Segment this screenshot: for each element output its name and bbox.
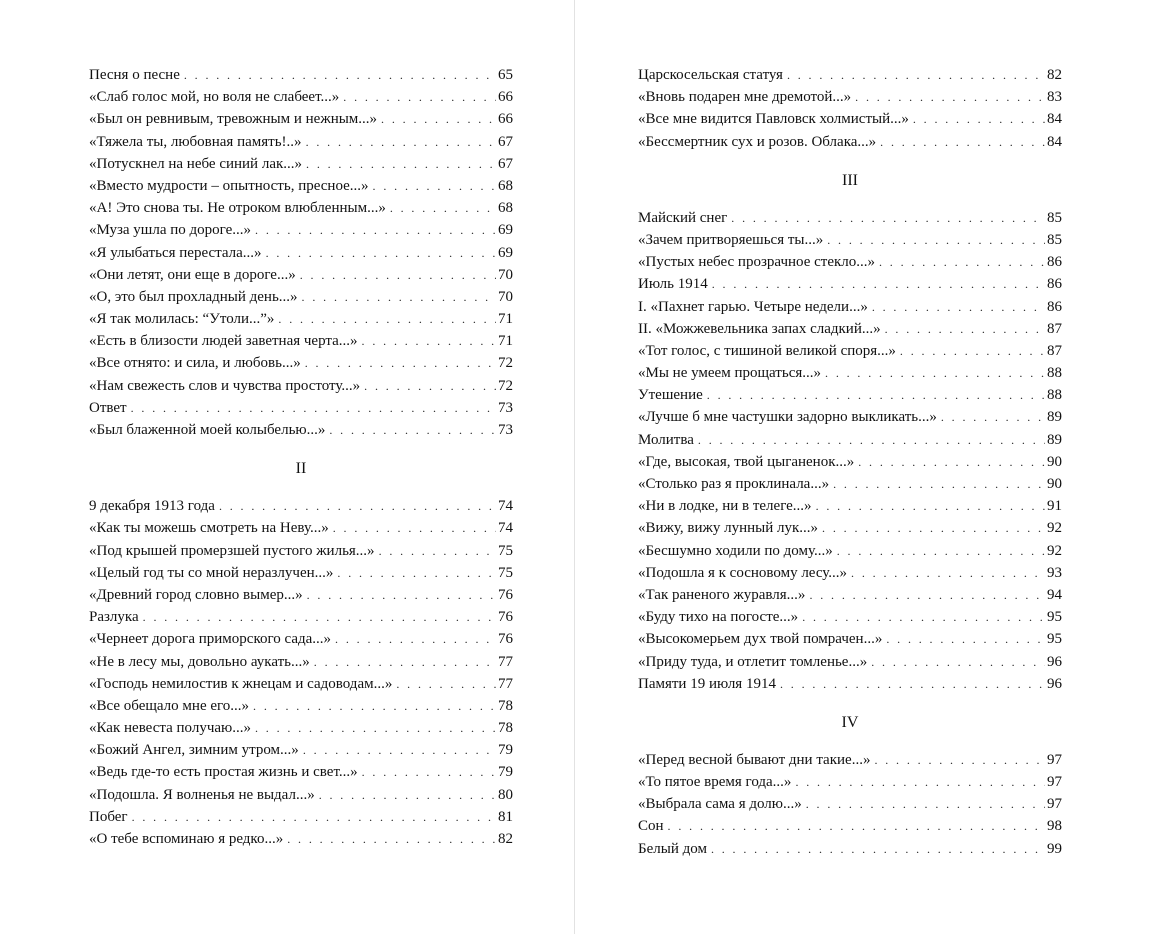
dot-leader (872, 296, 1045, 318)
toc-entry-title: «Все мне видится Павловск холмистый...» (638, 111, 909, 128)
toc-entry (638, 86, 1062, 108)
toc-entry (89, 308, 513, 330)
section-heading-ii: II (295, 460, 307, 478)
toc-entry (638, 384, 1062, 406)
toc-entry-title: «Ни в лодке, ни в телеге...» (638, 498, 812, 515)
toc-entry-page-number: 78 (498, 697, 513, 714)
toc-entry (638, 606, 1062, 628)
toc-entry-page-number: 70 (498, 288, 513, 305)
toc-entry (638, 838, 1062, 860)
dot-leader (333, 517, 496, 539)
section-heading-iii: III (842, 171, 858, 189)
toc-entry-title: «Нам свежесть слов и чувства простоту...» (89, 377, 361, 394)
toc-entry-page-number: 77 (498, 675, 513, 692)
toc-entry-title: «Так раненого журавля...» (638, 586, 806, 603)
toc-section-iii (638, 207, 1062, 695)
toc-entry (638, 517, 1062, 539)
toc-entry-title: «Они летят, они еще в дороге...» (89, 266, 296, 283)
toc-entry-page-number: 87 (1047, 320, 1062, 337)
toc-entry (638, 815, 1062, 837)
toc-entry-page-number: 99 (1047, 840, 1062, 857)
toc-entry-page-number: 82 (498, 831, 513, 847)
dot-leader (833, 473, 1045, 495)
toc-entry (638, 251, 1062, 273)
toc-entry (89, 352, 513, 374)
toc-entry-page-number: 95 (1047, 631, 1062, 648)
toc-entry-page-number: 76 (498, 631, 513, 648)
toc-entry (638, 406, 1062, 428)
toc-entry (638, 628, 1062, 650)
toc-entry-page-number: 67 (498, 133, 513, 150)
toc-entry (89, 495, 513, 517)
toc-entry-title: Песня о песне (89, 67, 180, 83)
toc-entry-title: Разлука (89, 609, 139, 626)
toc-entry-page-number: 97 (1047, 796, 1062, 813)
toc-entry-title: Побег (89, 808, 128, 825)
toc-entry-title: Утешение (638, 387, 703, 404)
toc-entry-title: Белый дом (638, 840, 707, 857)
toc-section-ii-continued (638, 64, 1062, 153)
toc-entry (638, 749, 1062, 771)
dot-leader (822, 517, 1045, 539)
toc-entry (638, 540, 1062, 562)
toc-entry-title: «Подошла. Я волненья не выдал...» (89, 786, 315, 803)
toc-entry-title: «Все отнято: и сила, и любовь...» (89, 355, 301, 372)
toc-entry-title: Памяти 19 июля 1914 (638, 675, 776, 692)
toc-entry (638, 429, 1062, 451)
toc-entry-page-number: 92 (1047, 520, 1062, 537)
toc-entry-page-number: 93 (1047, 564, 1062, 581)
toc-entry (89, 330, 513, 352)
dot-leader (880, 131, 1045, 153)
toc-entry (638, 108, 1062, 130)
dot-leader (390, 197, 496, 219)
dot-leader (707, 384, 1045, 406)
toc-entry-title: I. «Пахнет гарью. Четыре недели...» (638, 298, 868, 315)
toc-entry-title: Царскосельская статуя (638, 67, 783, 83)
toc-entry-title: Майский снег (638, 209, 728, 226)
toc-entry-page-number: 82 (1047, 67, 1062, 83)
toc-entry-page-number: 86 (1047, 298, 1062, 315)
toc-entry-page-number: 72 (498, 377, 513, 394)
toc-entry-title: «Столько раз я проклинала...» (638, 476, 830, 492)
dot-leader (885, 318, 1045, 340)
toc-entry-title: «Мы не умеем прощаться...» (638, 365, 822, 382)
dot-leader (219, 495, 496, 517)
toc-entry-title: II. «Можжевельника запах сладкий...» (638, 320, 881, 337)
dot-leader (335, 628, 496, 650)
toc-entry-page-number: 96 (1047, 675, 1062, 692)
dot-leader (851, 562, 1045, 584)
dot-leader (307, 584, 496, 606)
dot-leader (795, 771, 1045, 793)
toc-entry-title: «Как ты можешь смотреть на Неву...» (89, 520, 329, 537)
toc-entry-page-number: 94 (1047, 586, 1062, 603)
right-page (576, 0, 1154, 934)
toc-entry-title: «Божий Ангел, зимним утром...» (89, 742, 299, 759)
toc-entry (89, 197, 513, 219)
toc-entry-title: «Вижу, вижу лунный лук...» (638, 520, 819, 537)
dot-leader (806, 793, 1045, 815)
toc-entry (638, 473, 1062, 495)
toc-entry-title: «Господь немилостив к жнецам и садоводам...» (89, 675, 393, 692)
toc-section-ii (89, 495, 513, 850)
toc-entry (638, 131, 1062, 153)
dot-leader (900, 340, 1045, 362)
dot-leader (698, 429, 1045, 451)
toc-entry (638, 584, 1062, 606)
toc-entry-page-number: 96 (1047, 653, 1062, 670)
toc-entry-page-number: 69 (498, 222, 513, 239)
toc-entry (89, 784, 513, 806)
toc-entry (89, 64, 513, 86)
toc-entry-title: «Тот голос, с тишиной великой споря...» (638, 342, 896, 359)
dot-leader (306, 131, 496, 153)
left-toc-column (89, 64, 513, 850)
toc-entry-page-number: 89 (1047, 409, 1062, 426)
toc-entry-page-number: 85 (1047, 231, 1062, 248)
toc-entry-page-number: 97 (1047, 774, 1062, 791)
toc-entry-page-number: 65 (498, 67, 513, 83)
toc-entry-title: «Все обещало мне его...» (89, 697, 250, 714)
toc-entry-page-number: 68 (498, 200, 513, 217)
toc-entry (89, 806, 513, 828)
toc-entry-page-number: 84 (1047, 111, 1062, 128)
dot-leader (827, 229, 1045, 251)
toc-entry-title: «Бессмертник сух и розов. Облака...» (638, 133, 877, 150)
toc-entry (638, 296, 1062, 318)
toc-entry-title: «Ведь где-то есть простая жизнь и свет...» (89, 764, 358, 781)
toc-entry (638, 229, 1062, 251)
dot-leader (287, 828, 496, 850)
toc-entry-title: «Где, высокая, твой цыганенок...» (638, 453, 855, 470)
dot-leader (303, 739, 496, 761)
toc-entry-page-number: 66 (498, 111, 513, 128)
toc-entry-title: «Приду туда, и отлетит томленье...» (638, 653, 868, 670)
toc-entry-page-number: 67 (498, 155, 513, 172)
toc-entry-page-number: 79 (498, 764, 513, 781)
toc-entry-title: «Древний город словно вымер...» (89, 586, 303, 603)
toc-entry-title: «Под крышей промерзшей пустого жилья...» (89, 542, 375, 559)
dot-leader (255, 717, 496, 739)
toc-entry (89, 242, 513, 264)
dot-leader (362, 761, 496, 783)
toc-entry-page-number: 91 (1047, 498, 1062, 515)
toc-entry (638, 451, 1062, 473)
toc-entry-page-number: 87 (1047, 342, 1062, 359)
dot-leader (337, 562, 496, 584)
dot-leader (780, 673, 1045, 695)
toc-entry (89, 375, 513, 397)
toc-entry-title: «Как невеста получаю...» (89, 720, 251, 737)
toc-entry-page-number: 66 (498, 89, 513, 106)
toc-entry (89, 673, 513, 695)
toc-entry-title: Июль 1914 (638, 276, 708, 293)
dot-leader (858, 451, 1045, 473)
toc-entry-page-number: 84 (1047, 133, 1062, 150)
toc-entry (638, 771, 1062, 793)
toc-entry-title: «Выбрала сама я долю...» (638, 796, 802, 813)
toc-entry (638, 64, 1062, 86)
toc-entry (89, 86, 513, 108)
toc-entry (638, 651, 1062, 673)
dot-leader (255, 219, 496, 241)
dot-leader (306, 153, 496, 175)
dot-leader (253, 695, 496, 717)
toc-entry-title: «Тяжела ты, любовная память!..» (89, 133, 302, 150)
toc-entry (89, 717, 513, 739)
toc-entry-page-number: 76 (498, 609, 513, 626)
toc-entry-page-number: 73 (498, 399, 513, 416)
toc-entry-title: «Был блаженной моей колыбелью...» (89, 422, 326, 438)
toc-entry (89, 153, 513, 175)
dot-leader (300, 264, 496, 286)
dot-leader (825, 362, 1045, 384)
toc-entry (89, 739, 513, 761)
toc-entry-title: «О тебе вспоминаю я редко...» (89, 831, 284, 847)
dot-leader (131, 397, 496, 419)
toc-entry-title: Сон (638, 818, 664, 835)
toc-entry-page-number: 97 (1047, 751, 1062, 768)
dot-leader (711, 838, 1045, 860)
toc-entry (89, 540, 513, 562)
toc-entry-page-number: 75 (498, 542, 513, 559)
toc-entry-page-number: 88 (1047, 365, 1062, 382)
toc-entry (89, 562, 513, 584)
toc-entry-page-number: 85 (1047, 209, 1062, 226)
toc-entry-page-number: 74 (498, 520, 513, 537)
toc-entry (638, 562, 1062, 584)
toc-entry-title: «Подошла я к сосновому лесу...» (638, 564, 848, 581)
left-page (0, 0, 575, 934)
toc-entry (638, 207, 1062, 229)
toc-entry (89, 695, 513, 717)
dot-leader (143, 606, 496, 628)
toc-entry-page-number: 68 (498, 177, 513, 194)
toc-entry-title: «О, это был прохладный день...» (89, 288, 298, 305)
dot-leader (314, 651, 496, 673)
dot-leader (668, 815, 1045, 837)
dot-leader (871, 651, 1045, 673)
toc-entry-page-number: 81 (498, 808, 513, 825)
toc-entry-title: «Бесшумно ходили по дому...» (638, 542, 833, 559)
toc-entry-title: «Я так молилась: “Утоли...”» (89, 311, 275, 328)
toc-entry (89, 628, 513, 650)
dot-leader (874, 749, 1045, 771)
dot-leader (837, 540, 1045, 562)
toc-entry-page-number: 77 (498, 653, 513, 670)
toc-entry-page-number: 72 (498, 355, 513, 372)
toc-entry-title: «Не в лесу мы, довольно аукать...» (89, 653, 310, 670)
toc-entry (89, 264, 513, 286)
dot-leader (787, 64, 1045, 86)
toc-entry (89, 397, 513, 419)
toc-entry-page-number: 70 (498, 266, 513, 283)
toc-entry (89, 175, 513, 197)
dot-leader (379, 540, 496, 562)
dot-leader (343, 86, 496, 108)
toc-entry-page-number: 90 (1047, 453, 1062, 470)
toc-entry-page-number: 95 (1047, 609, 1062, 626)
toc-entry (89, 219, 513, 241)
toc-entry-title: «Буду тихо на погосте...» (638, 609, 799, 626)
toc-section-iv (638, 749, 1062, 860)
dot-leader (913, 108, 1045, 130)
toc-entry (89, 606, 513, 628)
dot-leader (886, 628, 1045, 650)
toc-entry-title: «Чернеет дорога приморского сада...» (89, 631, 332, 648)
dot-leader (305, 352, 496, 374)
section-heading-iv: IV (841, 713, 859, 731)
dot-leader (855, 86, 1045, 108)
dot-leader (802, 606, 1045, 628)
dot-leader (373, 175, 496, 197)
toc-entry-title: «Есть в близости людей заветная черта...» (89, 333, 358, 350)
toc-entry-title: «А! Это снова ты. Не отроком влюбленным...» (89, 200, 386, 217)
dot-leader (278, 308, 496, 330)
dot-leader (266, 242, 496, 264)
toc-entry-page-number: 78 (498, 720, 513, 737)
toc-entry-page-number: 90 (1047, 476, 1062, 492)
dot-leader (809, 584, 1045, 606)
right-toc-column (638, 64, 1062, 860)
toc-entry (89, 419, 513, 441)
toc-entry-title: «Пустых небес прозрачное стекло...» (638, 254, 875, 271)
toc-entry-page-number: 89 (1047, 431, 1062, 448)
toc-entry (89, 651, 513, 673)
toc-entry-page-number: 86 (1047, 254, 1062, 271)
dot-leader (184, 64, 496, 86)
toc-entry-page-number: 88 (1047, 387, 1062, 404)
toc-entry (89, 131, 513, 153)
toc-entry-page-number: 92 (1047, 542, 1062, 559)
toc-entry-title: «Потускнел на небе синий лак...» (89, 155, 303, 172)
toc-entry-page-number: 86 (1047, 276, 1062, 293)
toc-entry-title: 9 декабря 1913 года (89, 498, 215, 515)
toc-entry (638, 362, 1062, 384)
dot-leader (362, 330, 496, 352)
toc-entry (89, 108, 513, 130)
toc-entry-page-number: 73 (498, 422, 513, 438)
toc-entry-title: Ответ (89, 399, 127, 416)
toc-entry (89, 286, 513, 308)
dot-leader (879, 251, 1045, 273)
toc-entry-title: «Целый год ты со мной неразлучен...» (89, 564, 334, 581)
toc-entry (89, 761, 513, 783)
toc-entry-title: «Я улыбаться перестала...» (89, 244, 262, 261)
toc-entry-page-number: 80 (498, 786, 513, 803)
dot-leader (364, 375, 496, 397)
toc-entry (89, 584, 513, 606)
toc-entry-title: «Вместо мудрости – опытность, пресное...» (89, 177, 369, 194)
toc-entry-page-number: 69 (498, 244, 513, 261)
toc-entry (638, 495, 1062, 517)
toc-entry-title: «Перед весной бывают дни такие...» (638, 751, 871, 768)
toc-section-continued (89, 64, 513, 441)
toc-entry (89, 517, 513, 539)
toc-entry (638, 273, 1062, 295)
dot-leader (319, 784, 496, 806)
dot-leader (381, 108, 496, 130)
dot-leader (712, 273, 1045, 295)
toc-entry-title: «Зачем притворяешься ты...» (638, 231, 824, 248)
toc-entry-page-number: 74 (498, 498, 513, 515)
toc-entry-title: Молитва (638, 431, 694, 448)
dot-leader (329, 419, 496, 441)
dot-leader (816, 495, 1045, 517)
toc-entry-page-number: 79 (498, 742, 513, 759)
toc-entry-page-number: 76 (498, 586, 513, 603)
dot-leader (731, 207, 1045, 229)
toc-entry-page-number: 71 (498, 311, 513, 328)
toc-entry-title: «Высокомерьем дух твой помрачен...» (638, 631, 883, 648)
dot-leader (302, 286, 496, 308)
toc-entry-page-number: 98 (1047, 818, 1062, 835)
toc-entry (638, 318, 1062, 340)
dot-leader (132, 806, 496, 828)
toc-entry-page-number: 71 (498, 333, 513, 350)
toc-entry (638, 793, 1062, 815)
toc-entry-title: «Был он ревнивым, тревожным и нежным...» (89, 111, 378, 128)
toc-entry-title: «Муза ушла по дороге...» (89, 222, 252, 239)
toc-entry-title: «Слаб голос мой, но воля не слабеет...» (89, 89, 340, 106)
dot-leader (396, 673, 496, 695)
toc-entry-page-number: 75 (498, 564, 513, 581)
toc-entry (638, 340, 1062, 362)
toc-entry (638, 673, 1062, 695)
toc-entry-page-number: 83 (1047, 89, 1062, 106)
toc-entry-title: «Вновь подарен мне дремотой...» (638, 89, 852, 106)
toc-entry-title: «Лучше б мне частушки задорно выкликать...» (638, 409, 937, 426)
dot-leader (941, 406, 1045, 428)
toc-entry (89, 828, 513, 850)
toc-entry-title: «То пятое время года...» (638, 774, 792, 791)
